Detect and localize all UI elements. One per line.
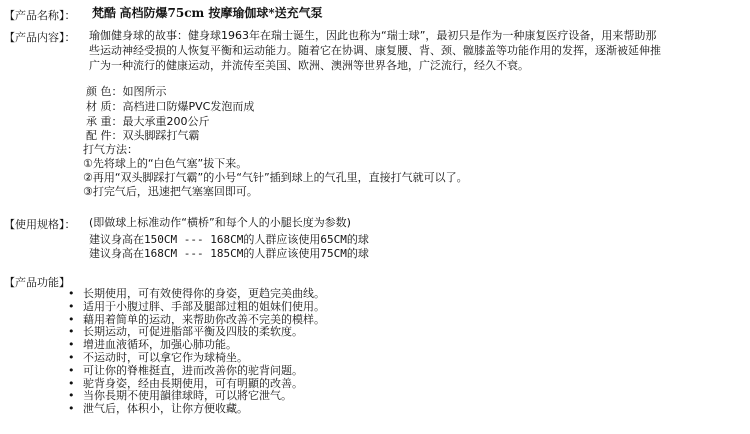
usage-line-2: 建议身高在168CM --- 185CM的人群应该使用75CM的球 [89, 247, 369, 260]
features-list [68, 288, 325, 416]
feature-item: • 增进血液循环，加强心肺功能。 [68, 338, 237, 352]
spec-accessory: 配 件：双头脚踩打气霸 [86, 129, 200, 142]
product-name [92, 7, 323, 20]
feature-item: • 藉用着简单的运动，来帮助你改善不完美的模样。 [68, 312, 325, 326]
bullet-icon: • [68, 402, 75, 416]
spec-material: 材 质：高档进口防爆PVC发泡而成 [86, 100, 255, 113]
brand-name: 梵酷 [92, 6, 117, 20]
feature-item: • 驼背身姿，经由長期使用，可有明顯的改善。 [68, 376, 303, 390]
story-line-1: 瑜伽健身球的故事：健身球1963年在瑞士诞生，因此也称为“瑞士球”，最初只是作为一种康复医疗设备，用来帮助那 [89, 29, 657, 42]
usage-label: 【使用规格】： [4, 218, 76, 231]
inflate-step-1: ①先将球上的“白色气塞”拔下来。 [83, 157, 248, 170]
bullet-icon: • [68, 299, 75, 313]
features-label: 【产品功能】 [4, 276, 70, 289]
bullet-icon: • [68, 376, 75, 390]
usage-line-1: 建议身高在150CM --- 168CM的人群应该使用65CM的球 [89, 233, 369, 246]
inflate-step-3: ③打完气后，迅速把气塞塞回即可。 [83, 185, 258, 198]
bullet-icon: • [68, 338, 75, 352]
story-line-2: 些运动神经受损的人恢复平衡和运动能力。随着它在协调、康复腰、背、颈、髋膝盖等功能作用的发挥，逐渐被延伸推 [89, 44, 661, 57]
spec-color: 颜 色：如图所示 [86, 85, 167, 98]
spec-load: 承 重：最大承重200公斤 [86, 115, 210, 128]
bullet-icon: • [68, 312, 75, 326]
feature-item: • 当你長期不使用韻律球時，可以將它泄气。 [68, 389, 292, 403]
bullet-icon: • [68, 389, 75, 403]
story-line-3: 广为一种流行的健康运动，并流传至美国、欧洲、澳洲等世界各地，广泛流行，经久不衰。 [89, 59, 529, 72]
feature-item: • 可让你的脊椎挺直，进而改善你的驼背问题。 [68, 363, 303, 377]
inflate-step-2: ②再用“双头脚踩打气霸”的小号“气针”插到球上的气孔里，直接打气就可以了。 [83, 171, 468, 184]
feature-item: • 泄气后，体积小，让你方便收藏。 [68, 402, 248, 416]
bullet-icon: • [68, 287, 75, 300]
product-name-label: 【产品名称】： [4, 9, 76, 22]
inflate-title: 打气方法： [83, 143, 138, 156]
usage-intro: (即做球上标准动作“横桥”和每个人的小腿长度为参数) [89, 216, 351, 229]
feature-item: • 不运动时，可以拿它作为球椅坐。 [68, 350, 248, 364]
bullet-icon: • [68, 350, 75, 364]
product-title: 高档防爆75cm 按摩瑜伽球*送充气泵 [119, 6, 323, 20]
feature-item: • 长期运动，可促进脂部平衡及四肢的柔软度。 [68, 325, 303, 339]
bullet-icon: • [68, 363, 75, 377]
product-content-label: 【产品内容】： [4, 31, 76, 44]
feature-item: • 长期使用，可有效使得你的身姿，更趋完美曲线。 [68, 287, 325, 300]
bullet-icon: • [68, 325, 75, 339]
feature-item: • 适用于小腹过胖、手部及腿部过粗的姐妹们使用。 [68, 299, 325, 313]
